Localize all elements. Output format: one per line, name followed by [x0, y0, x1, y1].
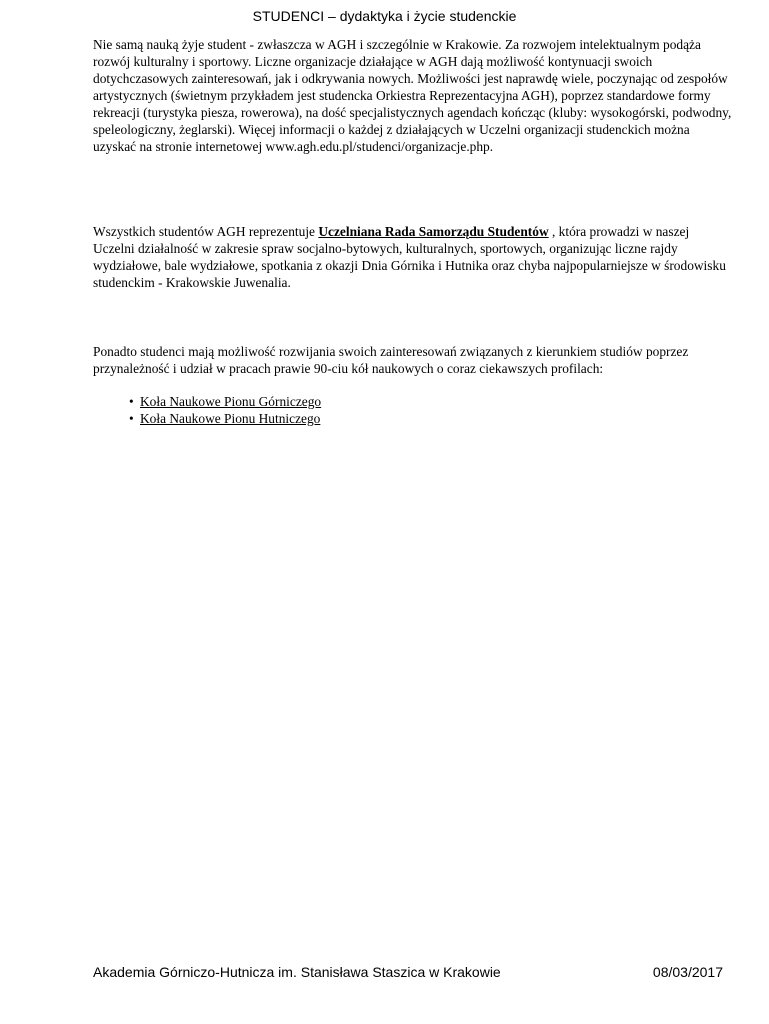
paragraph-student-council	[93, 223, 733, 291]
student-council-link[interactable]: Uczelniana Rada Samorządu Studentów	[318, 224, 549, 239]
paragraph-organizations: Nie samą nauką żyje student - zwłaszcza w AGH i szczególnie w Krakowie. Za rozwojem intelektualnym podąża rozwój kulturalny i sportowy. Liczne organizacje działające w AGH dają możliwość kontynuacji swoich dotychczasowych zainteresowań, jak i odkrywania nowych. Możliwości jest naprawdę wiele, poczynając od zespołów artystycznych (świetnym przykładem jest studencka Orkiestra Reprezentacyjna AGH), poprzez standardowe formy rekreacji (turystyka piesza, rowerowa), na dość specjalistycznych agendach kończąc (kluby: wysokogórski, podwodny, speleologiczny, żeglarski). Więcej informacji o każdej z działających w Uczelni organizacji studenckich można uzyskać na stronie internetowej www.agh.edu.pl/studenci/organizacje.php.	[93, 37, 732, 154]
list-item	[129, 410, 321, 427]
footer-date: 08/03/2017	[652, 964, 723, 980]
main-content	[93, 36, 733, 426]
page-title: STUDENCI – dydaktyka i życie studenckie	[252, 8, 517, 24]
science-clubs-list	[129, 393, 321, 427]
page-footer	[93, 963, 723, 981]
footer-institution: Akademia Górniczo-Hutnicza im. Stanisława Staszica w Krakowie	[93, 964, 501, 980]
paragraph-student-council-intro: Wszystkich studentów AGH reprezentuje	[93, 224, 319, 239]
paragraph-student-council-body: , która prowadzi w naszej Uczelni działalność w zakresie spraw socjalno-bytowych, kulturalnych, sportowych, organizując liczne rajdy wydziałowe, bale wydziałowe, spotkania z okazji Dnia Górnika i Hutnika oraz chyba najpopularniejsze w środowisku studenckim - Krakowskie Juwenalia.	[93, 224, 726, 290]
list-item	[129, 393, 321, 410]
mining-clubs-link[interactable]: Koła Naukowe Pionu Górniczego	[140, 394, 322, 409]
metallurgy-clubs-link[interactable]: Koła Naukowe Pionu Hutniczego	[140, 411, 321, 426]
paragraph-science-clubs: Ponadto studenci mają możliwość rozwijania swoich zainteresowań związanych z kierunkiem studiów poprzez przynależność i udział w pracach prawie 90-ciu kół naukowych o coraz ciekawszych profilach:	[93, 344, 689, 376]
bullet-icon: •	[129, 394, 134, 409]
bullet-icon: •	[129, 411, 134, 426]
page-header	[0, 7, 769, 25]
